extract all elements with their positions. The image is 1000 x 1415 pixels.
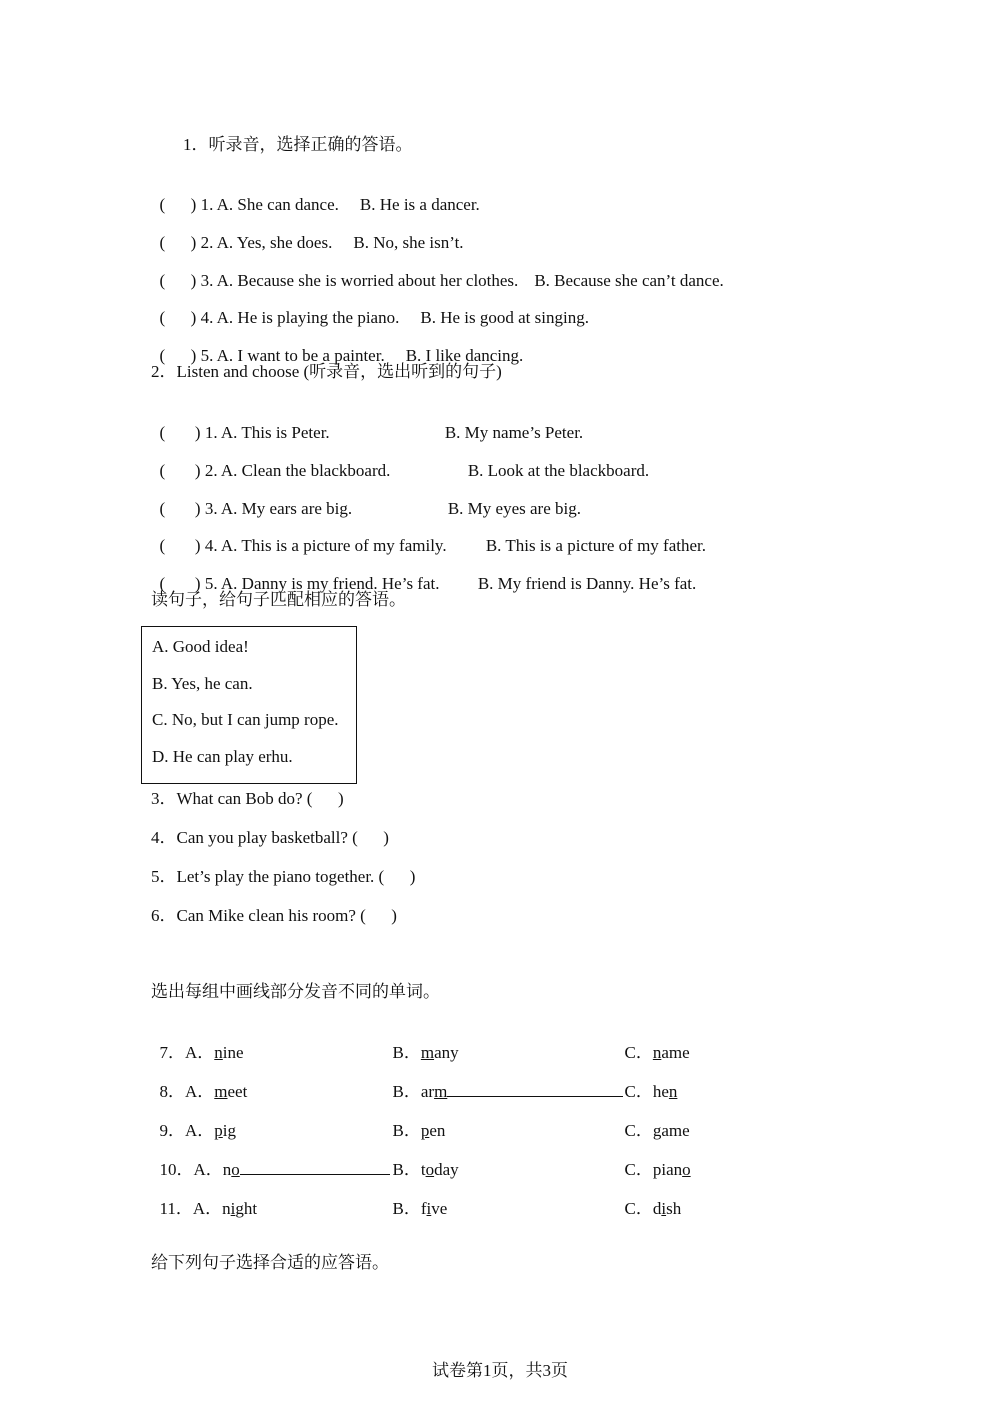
- phonics-7-c: [616, 1020, 690, 1064]
- phonics-9-c: [616, 1098, 690, 1142]
- phonics-row-10: [151, 1137, 390, 1181]
- word-part: day: [434, 1160, 459, 1179]
- underlined-letter: m: [420, 1043, 435, 1062]
- word-part: sh: [666, 1199, 682, 1218]
- section-3-heading: 读句子，给句子匹配相应的答语。: [151, 590, 406, 609]
- word-part: he: [652, 1082, 669, 1101]
- option-a: 5. A. I want to be a painter.: [200, 346, 385, 365]
- option-b: B. No, she isn’t.: [353, 233, 464, 252]
- word-part: ame: [661, 1043, 690, 1062]
- option-b: B. He is good at singing.: [420, 308, 589, 327]
- underlined-letter: i: [230, 1199, 236, 1218]
- word-part: f: [420, 1199, 427, 1218]
- section-5-heading: 给下列句子选择合适的应答语。: [151, 1253, 389, 1272]
- option-b: B. I like dancing.: [405, 346, 524, 365]
- question-4[interactable]: 4．Can you play basketball? ( ): [151, 828, 389, 847]
- phonics-11-b: [384, 1176, 447, 1220]
- underlined-letter: p: [214, 1121, 223, 1140]
- option-a: 3. A. My ears are big.: [204, 499, 353, 518]
- underlined-letter: n: [652, 1043, 662, 1062]
- section-2-heading: 2．Listen and choose (听录音，选出听到的句子): [151, 362, 502, 381]
- phonics-row-8: [151, 1059, 247, 1103]
- word-part: any: [434, 1043, 459, 1062]
- word-part: t: [420, 1160, 426, 1179]
- row-number: 10．A．: [159, 1160, 223, 1179]
- answer-paren[interactable]: ( ): [159, 574, 201, 593]
- option-b: B. Look at the blackboard.: [467, 461, 650, 480]
- answer-paren[interactable]: ( ): [159, 423, 201, 442]
- option-b: B. He is a dancer.: [359, 195, 480, 214]
- underlined-letter: p: [420, 1121, 430, 1140]
- underlined-letter: g: [652, 1121, 662, 1140]
- underline-blank: [240, 1160, 390, 1175]
- option-b-text: B. Yes, he can.: [152, 674, 253, 693]
- word-part: ame: [661, 1121, 690, 1140]
- answer-options-box: [141, 626, 357, 784]
- option-d-text: D. He can play erhu.: [152, 747, 293, 766]
- underline-blank: [447, 1082, 623, 1097]
- option-label: B．: [392, 1121, 421, 1140]
- option-a: 4. A. He is playing the piano.: [200, 308, 400, 327]
- phonics-8-b: [384, 1059, 623, 1103]
- option-a: 3. A. Because she is worried about her clothes.: [200, 271, 519, 290]
- phonics-10-b: [384, 1137, 459, 1181]
- page-footer: 试卷第1页，共3页: [432, 1361, 568, 1380]
- row-number: 8．A．: [159, 1082, 215, 1101]
- word-part: ig: [222, 1121, 237, 1140]
- option-b: B. My eyes are big.: [447, 499, 581, 518]
- underlined-letter: m: [214, 1082, 228, 1101]
- option-a-text: A. Good idea!: [152, 637, 249, 656]
- row-number: 11．A．: [159, 1199, 223, 1218]
- phonics-9-b: [384, 1098, 445, 1142]
- answer-paren[interactable]: ( ): [159, 499, 201, 518]
- row-number: 9．A．: [159, 1121, 215, 1140]
- underlined-letter: n: [214, 1043, 223, 1062]
- underlined-letter: i: [661, 1199, 667, 1218]
- option-label: C．: [624, 1082, 653, 1101]
- underlined-letter: o: [425, 1160, 435, 1179]
- option-b: B. My friend is Danny. He’s fat.: [477, 574, 697, 593]
- answer-paren[interactable]: ( ): [159, 536, 201, 555]
- option-b: B. Because she can’t dance.: [534, 271, 724, 290]
- answer-paren[interactable]: ( ): [159, 346, 197, 365]
- word-part: d: [652, 1199, 662, 1218]
- option-label: B．: [392, 1199, 421, 1218]
- section-1-heading: 1．听录音，选择正确的答语。: [183, 135, 413, 154]
- underlined-letter: o: [231, 1160, 240, 1179]
- option-a: 1. A. This is Peter.: [204, 423, 330, 442]
- phonics-row-11: [151, 1176, 257, 1220]
- option-a: 4. A. This is a picture of my family.: [204, 536, 447, 555]
- option-c-text: C. No, but I can jump rope.: [152, 710, 339, 729]
- word-part: n: [222, 1160, 232, 1179]
- word-part: n: [222, 1199, 231, 1218]
- question-5[interactable]: 5．Let’s play the piano together. ( ): [151, 867, 416, 886]
- option-label: C．: [624, 1043, 653, 1062]
- word-part: pian: [652, 1160, 683, 1179]
- option-label: C．: [624, 1160, 653, 1179]
- underlined-letter: m: [434, 1082, 448, 1101]
- option-a: 5. A. Danny is my friend. He’s fat.: [204, 574, 440, 593]
- underlined-letter: i: [426, 1199, 432, 1218]
- section-4-heading: 选出每组中画线部分发音不同的单词。: [151, 982, 440, 1001]
- question-3[interactable]: 3．What can Bob do? ( ): [151, 789, 344, 808]
- word-part: ve: [431, 1199, 448, 1218]
- word-part: ar: [420, 1082, 435, 1101]
- option-a: 2. A. Yes, she does.: [200, 233, 333, 252]
- option-label: B．: [392, 1082, 421, 1101]
- option-label: C．: [624, 1199, 653, 1218]
- phonics-row-9: [151, 1098, 236, 1142]
- option-b: B. My name’s Peter.: [444, 423, 584, 442]
- phonics-row-7: [151, 1020, 244, 1064]
- option-label: C．: [624, 1121, 653, 1140]
- phonics-7-b: [384, 1020, 459, 1064]
- word-part: ght: [235, 1199, 258, 1218]
- phonics-11-c: [616, 1176, 681, 1220]
- answer-paren[interactable]: ( ): [159, 271, 197, 290]
- option-label: B．: [392, 1043, 421, 1062]
- answer-paren[interactable]: ( ): [159, 461, 201, 480]
- answer-paren[interactable]: ( ): [159, 233, 197, 252]
- option-a: 1. A. She can dance.: [200, 195, 339, 214]
- underlined-letter: o: [682, 1160, 691, 1179]
- answer-paren[interactable]: ( ): [159, 195, 197, 214]
- word-part: ine: [222, 1043, 244, 1062]
- phonics-8-c: [616, 1059, 677, 1103]
- option-label: B．: [392, 1160, 421, 1179]
- underlined-letter: n: [668, 1082, 678, 1101]
- phonics-10-c: [616, 1137, 691, 1181]
- option-b: B. This is a picture of my father.: [485, 536, 706, 555]
- option-a: 2. A. Clean the blackboard.: [204, 461, 391, 480]
- answer-paren[interactable]: ( ): [159, 308, 197, 327]
- word-part: eet: [227, 1082, 248, 1101]
- question-6[interactable]: 6．Can Mike clean his room? ( ): [151, 906, 397, 925]
- row-number: 7．A．: [159, 1043, 215, 1062]
- word-part: en: [429, 1121, 446, 1140]
